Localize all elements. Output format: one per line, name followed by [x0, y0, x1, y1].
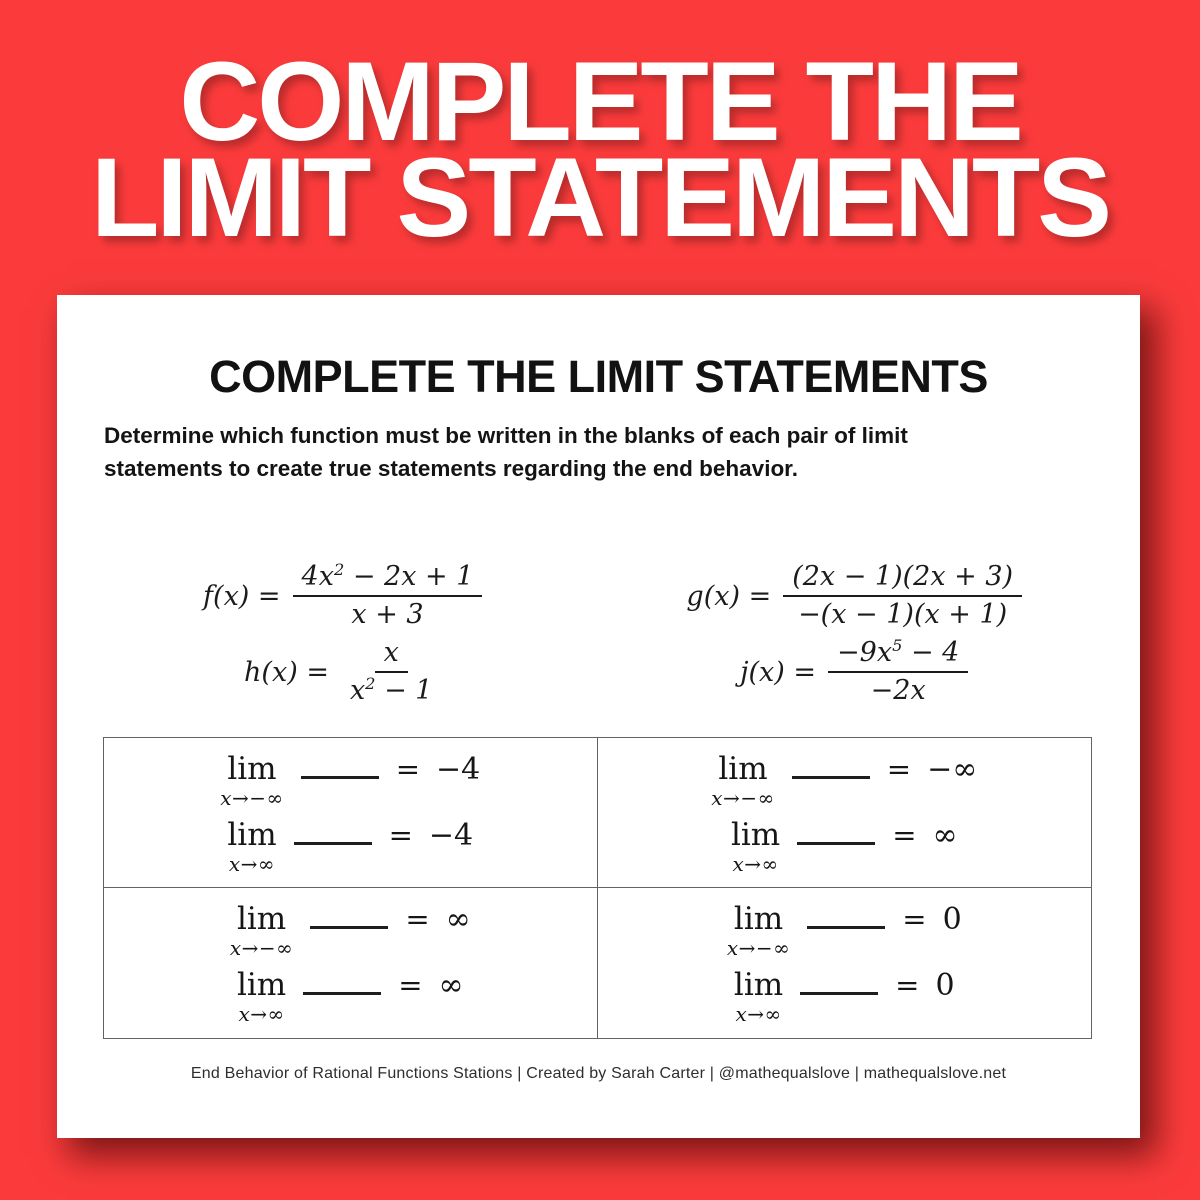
- function-h-numerator: x: [375, 636, 408, 673]
- answer-blank: [807, 926, 885, 929]
- limit-value: ∞: [445, 902, 471, 937]
- equals-sign: =: [398, 968, 423, 1002]
- equals-sign: =: [395, 751, 421, 786]
- function-h-fraction: [341, 636, 442, 708]
- function-h-label: h(x) =: [244, 656, 329, 688]
- answer-blank: [800, 992, 878, 995]
- answer-blank: [797, 842, 875, 845]
- lim-operator: lim x→∞: [227, 816, 277, 876]
- lim-operator: lim x→∞: [236, 967, 287, 1026]
- limit-value: ∞: [932, 817, 958, 853]
- equals-sign: =: [895, 968, 920, 1002]
- instructions-line1: Determine which function must be written in the blanks of each pair of limit: [104, 423, 908, 448]
- function-j-label: j(x) =: [740, 656, 817, 688]
- lim-operator: lim x→∞: [733, 967, 784, 1026]
- answer-blank: [792, 776, 870, 779]
- limit-value: −4: [428, 817, 474, 853]
- worksheet-title: COMPLETE THE LIMIT STATEMENTS: [209, 351, 988, 402]
- limit-value: 0: [942, 902, 962, 937]
- function-h: [244, 636, 441, 708]
- equals-sign: =: [405, 902, 430, 936]
- limit-statement: [731, 818, 958, 874]
- banner: [0, 0, 1200, 295]
- limit-statement: [237, 968, 464, 1024]
- limit-statement: [220, 752, 480, 808]
- banner-title-line2: LIMIT STATEMENTS: [91, 135, 1109, 261]
- worksheet-instructions: [104, 419, 1100, 486]
- function-f: [203, 560, 482, 632]
- function-j: [740, 636, 968, 708]
- banner-title-line1: COMPLETE THE: [179, 39, 1021, 164]
- limit-value: −4: [436, 751, 481, 787]
- lim-operator: lim x→−∞: [726, 901, 791, 960]
- table-cell-1: [104, 738, 598, 888]
- limit-statement: [727, 902, 962, 958]
- table-cell-4: [598, 888, 1092, 1038]
- function-g-numerator: (2x − 1)(2x + 3): [783, 560, 1022, 597]
- limit-value: 0: [935, 968, 955, 1003]
- function-g-fraction: [783, 560, 1022, 632]
- answer-blank: [294, 842, 372, 845]
- limit-statement: [734, 968, 955, 1024]
- answer-blank: [310, 926, 388, 929]
- answer-blank: [303, 992, 381, 995]
- lim-operator: lim x→−∞: [711, 750, 775, 810]
- function-f-numerator: $4x^2 - 2x + 1$: [293, 560, 483, 597]
- lim-operator: lim x→−∞: [229, 901, 294, 960]
- table-cell-2: [598, 738, 1092, 888]
- limit-value: ∞: [438, 968, 464, 1003]
- limit-statement: [230, 902, 471, 958]
- equals-sign: =: [886, 751, 912, 786]
- lim-operator: lim x→−∞: [220, 750, 284, 810]
- limit-statement: [227, 818, 473, 874]
- function-j-numerator: $-9x^5 - 4$: [828, 636, 968, 673]
- function-g-label: g(x) =: [686, 580, 772, 612]
- lim-operator: lim x→∞: [730, 816, 781, 876]
- equals-sign: =: [902, 902, 927, 936]
- limit-statement: [711, 752, 977, 808]
- function-f-fraction: [293, 560, 483, 632]
- instructions-line2: statements to create true statements regarding the end behavior.: [104, 456, 798, 482]
- limit-statements-table: [103, 737, 1092, 1039]
- function-f-label: f(x) =: [203, 580, 281, 612]
- credit-line: End Behavior of Rational Functions Stations | Created by Sarah Carter | @mathequalslove | mathequalslove.net: [190, 1065, 1007, 1082]
- function-f-denominator: x + 3: [351, 599, 424, 630]
- limit-value: −∞: [927, 751, 978, 787]
- worksheet-page: [57, 295, 1140, 1138]
- equals-sign: =: [388, 817, 413, 852]
- equals-sign: =: [892, 817, 917, 852]
- table-cell-3: [104, 888, 598, 1038]
- function-definitions: [87, 540, 1110, 710]
- function-j-fraction: [828, 636, 968, 708]
- function-g: [686, 560, 1022, 632]
- function-h-denominator: $x^2 - 1$: [349, 674, 433, 706]
- function-j-denominator: −2x: [870, 675, 926, 706]
- function-g-denominator: −(x − 1)(x + 1): [798, 599, 1008, 630]
- answer-blank: [301, 776, 379, 779]
